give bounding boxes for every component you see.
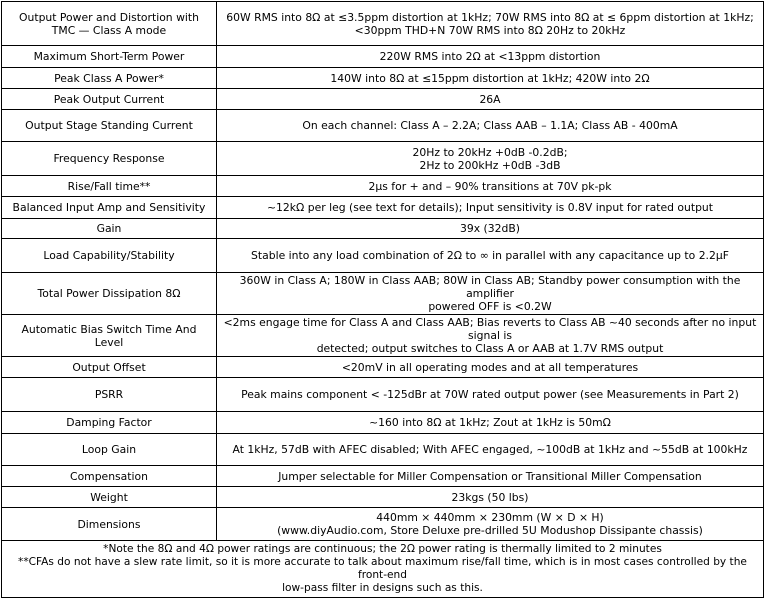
spec-row: [2, 110, 764, 142]
parameter-text: Gain: [96, 222, 122, 235]
footnote-text: *Note the 8Ω and 4Ω power ratings are continuous; the 2Ω power rating is thermally limited to 2 minutes: [103, 543, 662, 555]
value-text: ~160 into 8Ω at 1kHz; Zout at 1kHz is 50mΩ: [369, 416, 611, 429]
spec-parameter: [2, 239, 217, 273]
spec-row: [2, 315, 764, 357]
spec-parameter: [2, 110, 217, 142]
footnotes-row: [2, 541, 764, 598]
value-text: Peak mains component < -125dBr at 70W rated output power (see Measurements in Part 2): [241, 388, 739, 401]
parameter-text: Output Power and Distortion with: [19, 10, 199, 24]
spec-row: [2, 357, 764, 378]
value-text: ~12kΩ per leg (see text for details); Input sensitivity is 0.8V input for rated output: [267, 201, 713, 214]
spec-parameter: [2, 434, 217, 466]
spec-value: [217, 219, 764, 239]
spec-row: [2, 434, 764, 466]
parameter-text: Level: [94, 335, 124, 349]
value-text: 20Hz to 20kHz +0dB -0.2dB;: [412, 145, 568, 159]
parameter-text: Compensation: [70, 469, 148, 483]
spec-value: [217, 508, 764, 541]
spec-parameter: [2, 508, 217, 541]
parameter-text: TMC — Class A mode: [51, 23, 167, 37]
spec-value: [217, 378, 764, 412]
parameter-text: Output Offset: [72, 360, 146, 374]
spec-row: [2, 89, 764, 110]
value-text: <30ppm THD+N 70W RMS into 8Ω 20Hz to 20kHz: [354, 23, 626, 37]
footnote-text: **CFAs do not have a slew rate limit, so it is more accurate to talk about maximum rise/fall time, which is in most cases controlled by the front-end: [18, 556, 747, 581]
spec-row: [2, 142, 764, 176]
spec-row: [2, 412, 764, 434]
spec-value: [217, 46, 764, 68]
parameter-text: Maximum Short-Term Power: [33, 50, 185, 63]
parameter-text: Output Stage Standing Current: [25, 119, 193, 132]
value-text: 26A: [479, 92, 501, 106]
spec-row: [2, 197, 764, 219]
spec-row: [2, 46, 764, 68]
spec-value: [217, 239, 764, 273]
spec-parameter: [2, 487, 217, 508]
parameter-text: Dimensions: [77, 517, 141, 531]
value-text: At 1kHz, 57dB with AFEC disabled; With AFEC engaged, ~100dB at 1kHz and ~55dB at 100kHz: [232, 443, 748, 456]
spec-value: [217, 434, 764, 466]
value-text: 140W into 8Ω at ≤15ppm distortion at 1kHz; 420W into 2Ω: [330, 71, 650, 85]
spec-parameter: [2, 315, 217, 357]
spec-value: [217, 487, 764, 508]
spec-parameter: [2, 142, 217, 176]
spec-row: [2, 273, 764, 315]
spec-value: [217, 197, 764, 219]
value-text: Stable into any load combination of 2Ω to ∞ in parallel with any capacitance up to 2.2µF: [251, 249, 729, 262]
value-text: 60W RMS into 8Ω at ≤3.5ppm distortion at 1kHz; 70W RMS into 8Ω at ≤ 6ppm distortion at 1kHz;: [226, 10, 754, 24]
spec-row: [2, 239, 764, 273]
spec-parameter: [2, 378, 217, 412]
value-text: 2Hz to 200kHz +0dB -3dB: [419, 158, 561, 172]
spec-parameter: [2, 357, 217, 378]
parameter-text: Peak Class A Power*: [54, 71, 164, 85]
spec-value: [217, 315, 764, 357]
spec-value: [217, 466, 764, 487]
value-text: 39x (32dB): [460, 222, 520, 235]
spec-parameter: [2, 273, 217, 315]
value-text: 220W RMS into 2Ω at <13ppm distortion: [379, 50, 601, 63]
spec-value: [217, 89, 764, 110]
value-text: 440mm × 440mm × 230mm (W × D × H): [376, 511, 604, 524]
spec-value: [217, 176, 764, 197]
parameter-text: PSRR: [94, 388, 124, 401]
spec-row: [2, 2, 764, 46]
spec-parameter: [2, 89, 217, 110]
parameter-text: Balanced Input Amp and Sensitivity: [12, 201, 206, 214]
parameter-text: Total Power Dissipation 8Ω: [37, 287, 181, 300]
spec-value: [217, 110, 764, 142]
spec-value: [217, 68, 764, 89]
spec-value: [217, 357, 764, 378]
value-text: (www.diyAudio.com, Store Deluxe pre-drilled 5U Modushop Dissipante chassis): [277, 524, 703, 537]
parameter-text: Loop Gain: [81, 443, 137, 456]
parameter-text: Weight: [90, 490, 128, 504]
value-text: 360W in Class A; 180W in Class AAB; 80W in Class AB; Standby power consumption with the amplifier: [239, 274, 741, 300]
spec-value: [217, 412, 764, 434]
parameter-text: Frequency Response: [53, 152, 165, 165]
parameter-text: Automatic Bias Switch Time And: [21, 322, 197, 336]
spec-value: [217, 142, 764, 176]
value-text: detected; output switches to Class A or AAB at 1.7V RMS output: [316, 342, 664, 355]
parameter-text: Damping Factor: [66, 416, 152, 429]
value-text: On each channel: Class A – 2.2A; Class AAB – 1.1A; Class AB - 400mA: [302, 119, 678, 132]
spec-parameter: [2, 412, 217, 434]
spec-parameter: [2, 2, 217, 46]
footnote-text: low-pass filter in designs such as this.: [282, 582, 483, 594]
spec-row: [2, 487, 764, 508]
spec-row: [2, 219, 764, 239]
parameter-text: Load Capability/Stability: [43, 249, 175, 262]
spec-parameter: [2, 197, 217, 219]
value-text: 2µs for + and – 90% transitions at 70V pk-pk: [368, 179, 612, 193]
value-text: <20mV in all operating modes and at all temperatures: [341, 360, 639, 374]
spec-row: [2, 466, 764, 487]
value-text: <2ms engage time for Class A and Class AAB; Bias reverts to Class AB ~40 seconds after no input signal is: [223, 316, 757, 342]
spec-parameter: [2, 176, 217, 197]
spec-table: [1, 1, 764, 598]
spec-row: [2, 378, 764, 412]
spec-parameter: [2, 219, 217, 239]
spec-value: [217, 2, 764, 46]
spec-row: [2, 176, 764, 197]
spec-parameter: [2, 68, 217, 89]
spec-row: [2, 508, 764, 541]
value-text: 23kgs (50 lbs): [451, 490, 529, 504]
parameter-text: Peak Output Current: [53, 92, 165, 106]
footnotes: [2, 541, 764, 598]
spec-parameter: [2, 466, 217, 487]
parameter-text: Rise/Fall time**: [67, 179, 151, 193]
spec-value: [217, 273, 764, 315]
spec-table-body: [2, 2, 764, 598]
value-text: powered OFF is <0.2W: [428, 300, 552, 313]
spec-parameter: [2, 46, 217, 68]
value-text: Jumper selectable for Miller Compensation or Transitional Miller Compensation: [278, 469, 702, 483]
spec-row: [2, 68, 764, 89]
